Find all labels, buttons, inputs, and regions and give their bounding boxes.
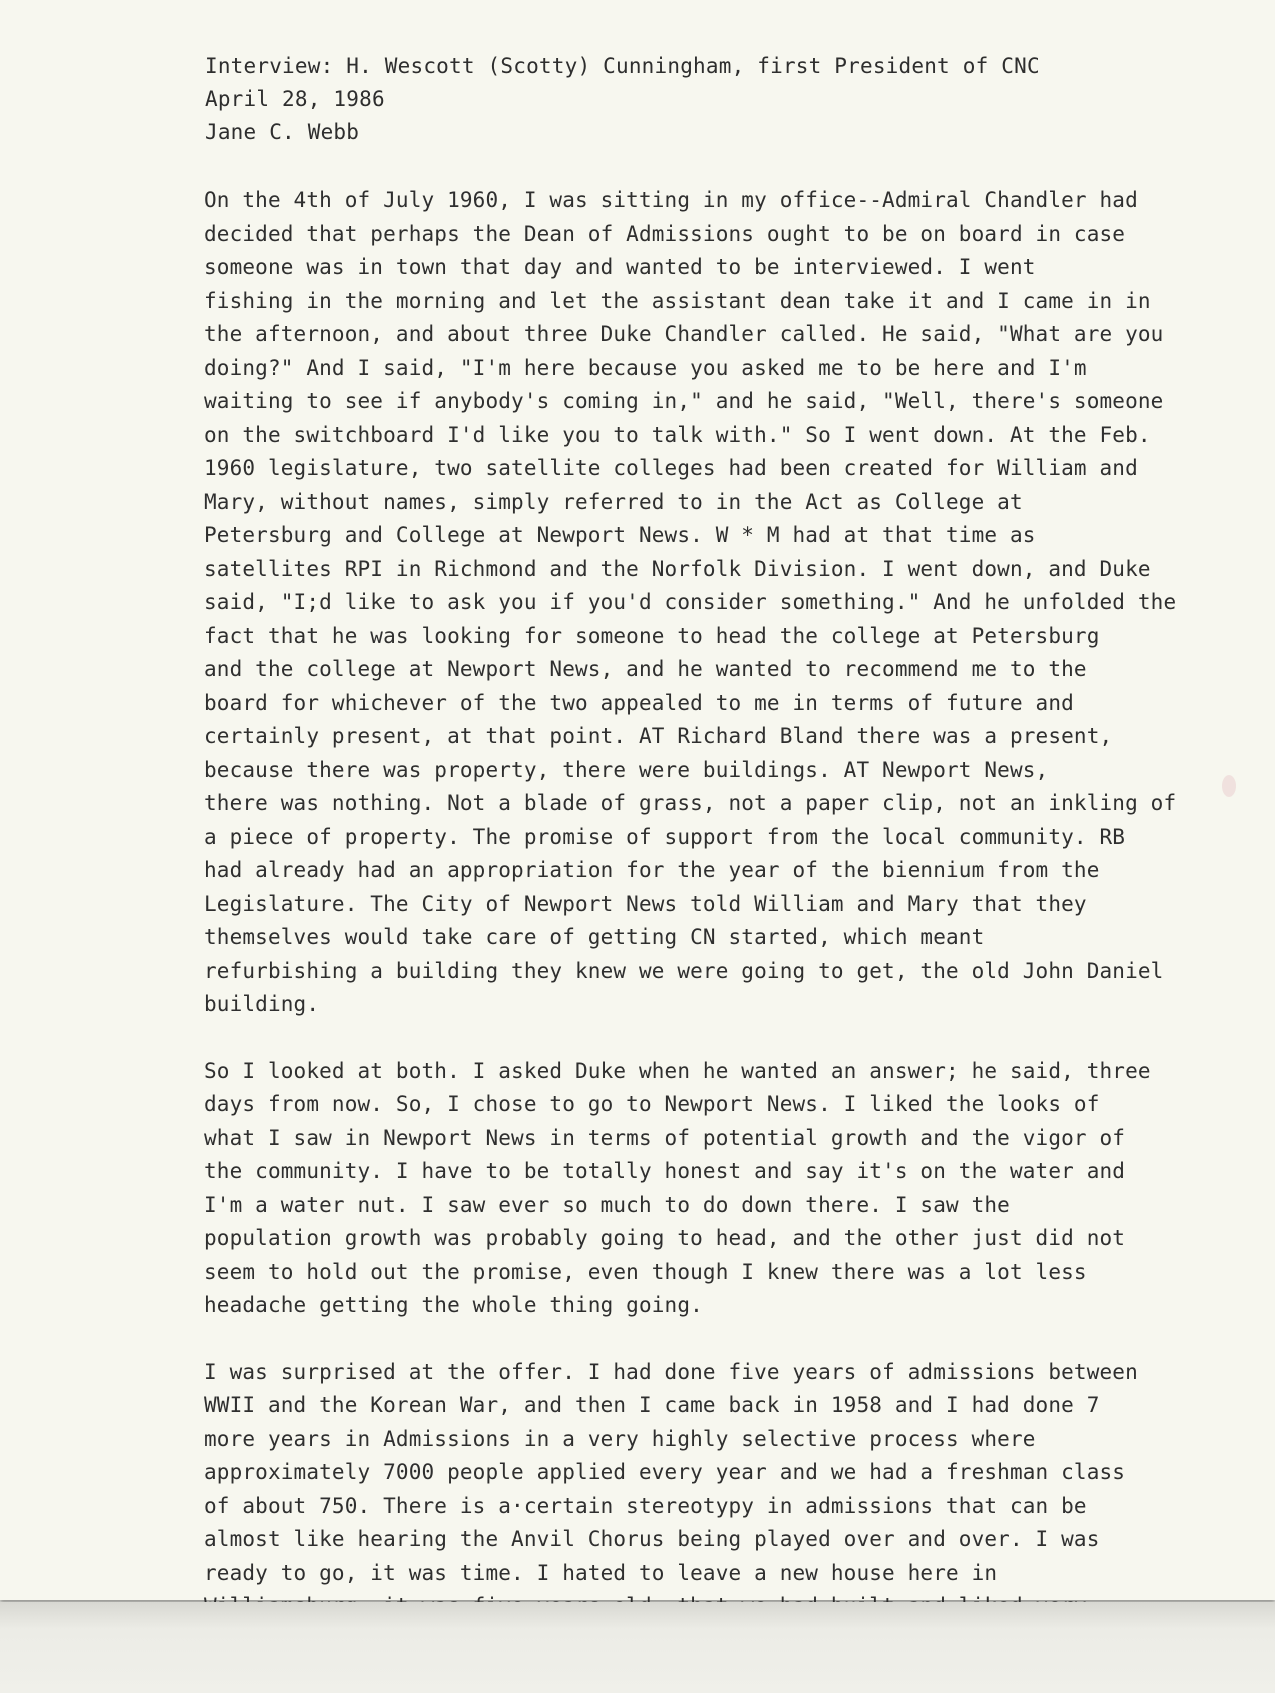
body-text-line: and the college at Newport News, and he wanted to recommend me to the [204, 657, 1087, 681]
body-text-line: because there was property, there were buildings. AT Newport News, [204, 757, 1049, 782]
body-text-line: approximately 7000 people applied every year and we had a freshman class [204, 1460, 1126, 1484]
body-text-line: headache getting the whole thing going. [204, 1293, 703, 1317]
body-text-line: what I saw in Newport News in terms of potential growth and the vigor of [204, 1125, 1126, 1150]
body-text-line: building. [204, 992, 320, 1016]
body-paragraph [204, 1356, 1204, 1624]
body-text-line: satellites RPI in Richmond and the Norfolk Division. I went down, and Duke [204, 556, 1151, 581]
interview-header [205, 50, 1205, 149]
body-text-line: board for whichever of the two appealed to me in terms of future and [204, 690, 1074, 715]
body-text-line: a piece of property. The promise of support from the local community. RB [204, 824, 1126, 849]
body-text-line: I'm a water nut. I saw ever so much to do down there. I saw the [204, 1192, 1010, 1217]
body-text-line: Petersburg and College at Newport News. W * M had at that time as [204, 523, 1036, 547]
body-text-line: On the 4th of July 1960, I was sitting in my office--Admiral Chandler had [204, 188, 1138, 212]
interview-title-line: Interview: H. Wescott (Scotty) Cunningham, first President of CNC [205, 54, 1040, 78]
body-text-line: Legislature. The City of Newport News told William and Mary that they [204, 891, 1087, 916]
scan-background-strip [0, 1602, 1275, 1693]
body-text-line: seem to hold out the promise, even though I knew there was a lot less [204, 1259, 1087, 1284]
body-text-line: more years in Admissions in a very highly selective process where [204, 1426, 1036, 1451]
body-text-line: there was nothing. Not a blade of grass, not a paper clip, not an inkling of [204, 791, 1177, 815]
body-text-line: days from now. So, I chose to go to Newport News. I liked the looks of [204, 1092, 1100, 1116]
body-text-line: decided that perhaps the Dean of Admissions ought to be on board in case [204, 221, 1126, 246]
interview-body [204, 184, 1204, 1657]
body-text-line: So I looked at both. I asked Duke when he wanted an answer; he said, three [204, 1058, 1151, 1083]
paper-smudge [1222, 775, 1236, 797]
body-text-line: said, "I;d like to ask you if you'd consider something." And he unfolded the [204, 590, 1177, 614]
body-text-line: refurbishing a building they knew we were going to get, the old John Daniel [204, 958, 1164, 983]
body-text-line: certainly present, at that point. AT Richard Bland there was a present, [204, 724, 1113, 748]
interview-date-line: April 28, 1986 [205, 87, 385, 111]
body-text-line: I was surprised at the offer. I had done five years of admissions between [204, 1359, 1138, 1384]
body-text-line: the afternoon, and about three Duke Chandler called. He said, "What are you [204, 322, 1164, 346]
body-text-line: almost like hearing the Anvil Chorus being played over and over. I was [204, 1527, 1100, 1551]
body-text-line: had already had an appropriation for the year of the biennium from the [204, 858, 1100, 882]
body-text-line: the community. I have to be totally honest and say it's on the water and [204, 1159, 1126, 1183]
body-text-line: Mary, without names, simply referred to in the Act as College at [204, 489, 1023, 514]
body-text-line: ready to go, it was time. I hated to leave a new house here in [204, 1560, 998, 1585]
body-text-line: fishing in the morning and let the assistant dean take it and I came in in [204, 288, 1151, 313]
body-paragraph [204, 1055, 1204, 1323]
body-paragraph [204, 184, 1204, 1022]
body-text-line: WWII and the Korean War, and then I came back in 1958 and I had done 7 [204, 1393, 1100, 1417]
body-text-line: someone was in town that day and wanted to be interviewed. I went [204, 255, 1036, 279]
body-text-line: 1960 legislature, two satellite colleges had been created for William and [204, 456, 1138, 480]
body-text-line: population growth was probably going to head, and the other just did not [204, 1226, 1126, 1250]
body-text-line: fact that he was looking for someone to head the college at Petersburg [204, 623, 1100, 648]
interviewer-name-line: Jane C. Webb [205, 120, 360, 144]
body-text-line: on the switchboard I'd like you to talk with." So I went down. At the Feb. [204, 422, 1151, 447]
body-text-line: doing?" And I said, "I'm here because you asked me to be here and I'm [204, 355, 1087, 380]
body-text-line: themselves would take care of getting CN started, which meant [204, 925, 985, 949]
body-text-line: of about 750. There is a·certain stereotypy in admissions that can be [204, 1493, 1087, 1518]
body-text-line: waiting to see if anybody's coming in," and he said, "Well, there's someone [204, 389, 1164, 413]
